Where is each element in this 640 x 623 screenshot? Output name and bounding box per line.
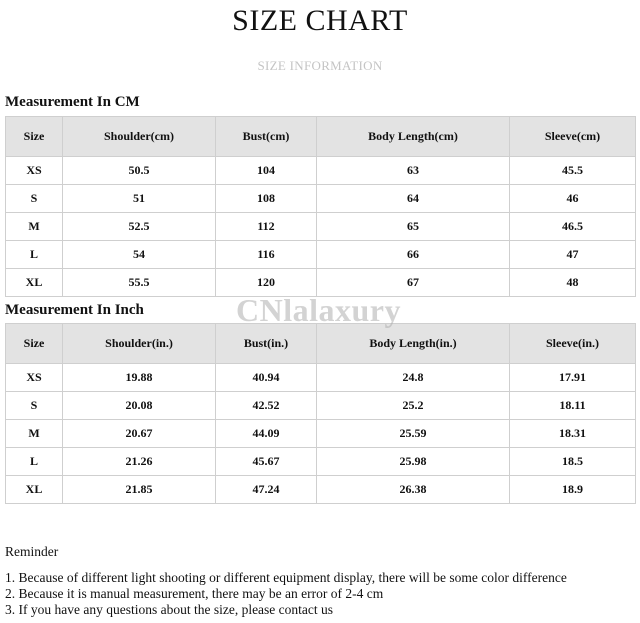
bust-cell: 108 [216, 185, 317, 213]
body-length-cell: 66 [317, 241, 510, 269]
size-cell: L [6, 241, 63, 269]
brand-watermark: CNlalaxury [236, 292, 401, 328]
shoulder-cell: 55.5 [63, 269, 216, 297]
page-subtitle: SIZE INFORMATION [257, 58, 383, 73]
sleeve-cell: 46 [510, 185, 636, 213]
shoulder-cell: 54 [63, 241, 216, 269]
body-length-cell: 25.98 [317, 448, 510, 476]
cm-size-table [5, 116, 636, 297]
list-item: 3. If you have any questions about the size, please contact us [5, 602, 334, 617]
size-cell: XS [6, 364, 63, 392]
reminder-notes [5, 570, 567, 618]
column-header-size: Size [6, 117, 63, 157]
sleeve-cell: 18.9 [510, 476, 636, 504]
body-length-cell: 64 [317, 185, 510, 213]
body-length-cell: 67 [317, 269, 510, 297]
sleeve-cell: 18.5 [510, 448, 636, 476]
bust-cell: 40.94 [216, 364, 317, 392]
shoulder-cell: 51 [63, 185, 216, 213]
table-header-row [6, 117, 636, 157]
column-header-size: Size [6, 324, 63, 364]
inch-section-heading: Measurement In Inch [5, 302, 144, 318]
table-row [6, 269, 636, 297]
size-cell: S [6, 392, 63, 420]
column-header-body-length: Body Length(cm) [317, 117, 510, 157]
shoulder-cell: 20.08 [63, 392, 216, 420]
table-row [6, 448, 636, 476]
column-header-sleeve: Sleeve(cm) [510, 117, 636, 157]
bust-cell: 45.67 [216, 448, 317, 476]
column-header-sleeve: Sleeve(in.) [510, 324, 636, 364]
bust-cell: 44.09 [216, 420, 317, 448]
size-cell: L [6, 448, 63, 476]
body-length-cell: 26.38 [317, 476, 510, 504]
size-cell: M [6, 420, 63, 448]
shoulder-cell: 21.26 [63, 448, 216, 476]
column-header-bust: Bust(in.) [216, 324, 317, 364]
table-row [6, 241, 636, 269]
table-row [6, 476, 636, 504]
sleeve-cell: 48 [510, 269, 636, 297]
bust-cell: 116 [216, 241, 317, 269]
size-cell: M [6, 213, 63, 241]
table-row [6, 420, 636, 448]
table-row [6, 392, 636, 420]
table-row [6, 185, 636, 213]
body-length-cell: 24.8 [317, 364, 510, 392]
table-row [6, 364, 636, 392]
body-length-cell: 65 [317, 213, 510, 241]
column-header-shoulder: Shoulder(cm) [63, 117, 216, 157]
column-header-body-length: Body Length(in.) [317, 324, 510, 364]
shoulder-cell: 19.88 [63, 364, 216, 392]
body-length-cell: 25.59 [317, 420, 510, 448]
sleeve-cell: 47 [510, 241, 636, 269]
list-item: 1. Because of different light shooting or different equipment display, there will be some color difference [5, 570, 567, 585]
column-header-shoulder: Shoulder(in.) [63, 324, 216, 364]
shoulder-cell: 21.85 [63, 476, 216, 504]
size-cell: XS [6, 157, 63, 185]
inch-size-table [5, 323, 636, 504]
cm-section-heading: Measurement In CM [5, 94, 140, 110]
page-title: SIZE CHART [232, 4, 408, 37]
bust-cell: 47.24 [216, 476, 317, 504]
sleeve-cell: 17.91 [510, 364, 636, 392]
table-header-row [6, 324, 636, 364]
sleeve-cell: 46.5 [510, 213, 636, 241]
sleeve-cell: 18.31 [510, 420, 636, 448]
bust-cell: 104 [216, 157, 317, 185]
body-length-cell: 63 [317, 157, 510, 185]
shoulder-cell: 20.67 [63, 420, 216, 448]
body-length-cell: 25.2 [317, 392, 510, 420]
sleeve-cell: 18.11 [510, 392, 636, 420]
column-header-bust: Bust(cm) [216, 117, 317, 157]
shoulder-cell: 50.5 [63, 157, 216, 185]
bust-cell: 112 [216, 213, 317, 241]
bust-cell: 42.52 [216, 392, 317, 420]
size-cell: XL [6, 269, 63, 297]
table-row [6, 157, 636, 185]
size-cell: XL [6, 476, 63, 504]
list-item: 2. Because it is manual measurement, there may be an error of 2-4 cm [5, 586, 384, 601]
bust-cell: 120 [216, 269, 317, 297]
shoulder-cell: 52.5 [63, 213, 216, 241]
sleeve-cell: 45.5 [510, 157, 636, 185]
table-row [6, 213, 636, 241]
reminder-label: Reminder [5, 544, 59, 559]
size-cell: S [6, 185, 63, 213]
